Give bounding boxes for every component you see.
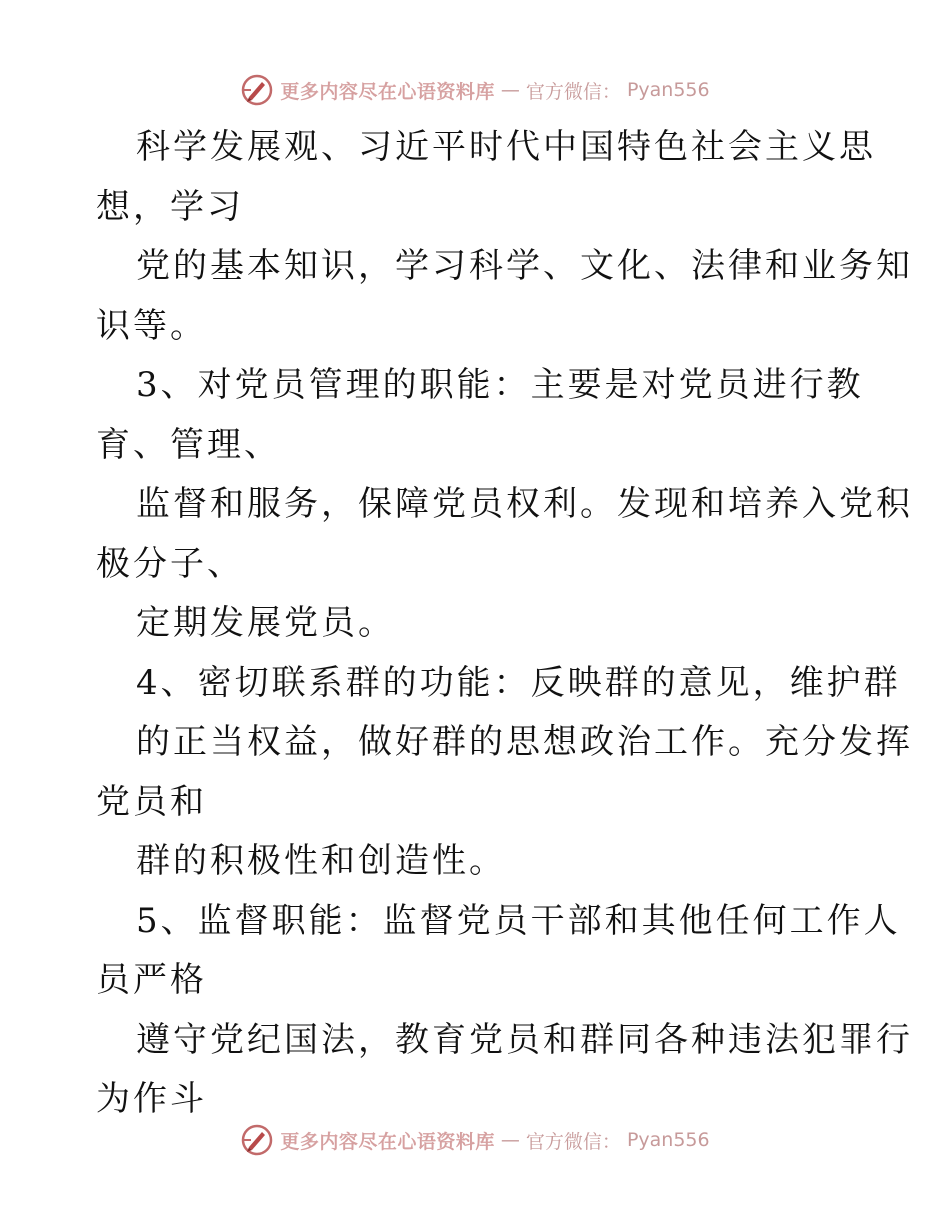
watermark-wechat-id: Pyan556 bbox=[626, 1129, 710, 1151]
watermark-official-label: 官方微信： bbox=[525, 80, 621, 103]
watermark-text: 更多内容尽在心语资料库 bbox=[280, 80, 495, 103]
paragraph-line: 遵守党纪国法，教育党员和群同各种违法犯罪行 bbox=[136, 1019, 913, 1060]
paragraph-line: 为作斗 bbox=[96, 1079, 207, 1119]
paragraph-line: 想，学习 bbox=[96, 186, 244, 227]
watermark-dash: — bbox=[500, 1129, 520, 1151]
header-watermark bbox=[0, 70, 950, 110]
paragraph-line: 监督和服务，保障党员权利。发现和培养入党积 bbox=[136, 484, 913, 524]
paragraph-line: 员严格 bbox=[96, 960, 207, 1000]
document-body bbox=[96, 118, 913, 1130]
paragraph-line: 群的积极性和创造性。 bbox=[136, 841, 506, 881]
watermark-official-label: 官方微信： bbox=[525, 1130, 621, 1153]
quill-pen-logo-icon bbox=[240, 1123, 274, 1157]
paragraph-line: 5、监督职能：监督党员干部和其他任何工作人 bbox=[136, 900, 901, 941]
quill-pen-logo-icon bbox=[240, 73, 274, 107]
paragraph-line: 定期发展党员。 bbox=[136, 603, 395, 643]
paragraph-line: 科学发展观、习近平时代中国特色社会主义思 bbox=[136, 127, 876, 167]
paragraph-line: 3、对党员管理的职能：主要是对党员进行教 bbox=[136, 365, 864, 405]
paragraph-line: 识等。 bbox=[96, 305, 207, 346]
paragraph-line: 党员和 bbox=[96, 781, 207, 822]
paragraph-line: 党的基本知识，学习科学、文化、法律和业务知 bbox=[136, 246, 913, 286]
watermark-text: 更多内容尽在心语资料库 bbox=[280, 1130, 495, 1153]
footer-watermark bbox=[0, 1120, 950, 1160]
paragraph-line: 育、管理、 bbox=[96, 424, 281, 465]
watermark-wechat-id: Pyan556 bbox=[626, 79, 710, 101]
watermark-dash: — bbox=[500, 79, 520, 101]
paragraph-line: 极分子、 bbox=[96, 543, 244, 584]
paragraph-line: 4、密切联系群的功能：反映群的意见，维护群 bbox=[136, 662, 901, 703]
paragraph-line: 的正当权益，做好群的思想政治工作。充分发挥 bbox=[136, 722, 913, 762]
